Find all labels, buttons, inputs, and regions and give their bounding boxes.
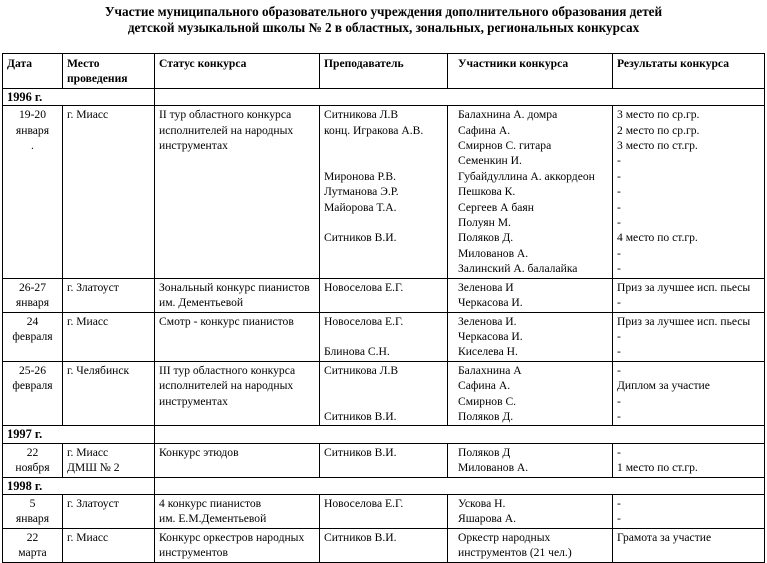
teacher-line: Лутманова Э.Р. — [324, 185, 399, 199]
date-line: ноября — [15, 461, 50, 475]
result-line: - — [617, 216, 621, 230]
date-line: февраля — [12, 329, 53, 343]
results-cell — [613, 312, 765, 361]
date-cell — [3, 106, 63, 278]
teacher-line: Блинова С.Н. — [324, 345, 390, 359]
title-line-1: Участие муниципального образовательного учреждения дополнительного образования детей — [104, 4, 663, 19]
year-spacer — [155, 477, 765, 494]
place-cell: г. Миасс — [63, 312, 155, 361]
results-cell — [613, 494, 765, 528]
participant-line: Зеленова И. — [458, 314, 517, 328]
result-line: 3 место по ср.гр. — [617, 108, 700, 122]
result-line: - — [617, 262, 621, 276]
place-line: ДМШ № 2 — [67, 461, 120, 475]
participants-cell — [448, 528, 613, 562]
status-cell: II тур областного конкурса исполнителей на народных инструментах — [155, 106, 320, 278]
result-line: - — [617, 496, 621, 510]
participant-line: Поляков Д. — [458, 409, 514, 423]
header-participants: Участники конкурса — [448, 54, 613, 89]
date-line: 26-27 — [18, 280, 47, 294]
date-line: 5 — [29, 496, 36, 510]
teacher-line — [324, 329, 443, 344]
participant-line: Смирнов С. гитара — [458, 139, 552, 153]
teacher-line: Новоселова Е.Г. — [324, 314, 404, 328]
result-line: Приз за лучшее исп. пьесы — [617, 280, 751, 294]
header-place-line-1: Место — [67, 57, 100, 70]
date-line: марта — [18, 546, 47, 560]
teacher-line: Ситников В.И. — [324, 231, 397, 245]
place-cell: г. Златоуст — [63, 278, 155, 312]
status-cell — [155, 528, 320, 562]
title-line-2: детской музыкальной школы № 2 в областных, зональных, региональных конкурсах — [127, 20, 640, 35]
year-label: 1997 г. — [3, 426, 155, 443]
teacher-line: конц. Игракова А.В. — [324, 123, 424, 137]
date-line: 25-26 — [18, 363, 47, 377]
teacher-line: Ситников В.И. — [324, 530, 397, 544]
date-line: . — [31, 139, 34, 153]
table-row — [3, 528, 765, 562]
teacher-cell — [320, 278, 448, 312]
result-line: - — [617, 200, 621, 214]
status-cell: III тур областного конкурса исполнителей на народных инструментах — [155, 361, 320, 426]
teacher-line: Новоселова Е.Г. — [324, 280, 404, 294]
status-line: Конкурс оркестров народных — [159, 530, 305, 544]
place-cell: г. Златоуст — [63, 494, 155, 528]
teacher-line: Ситников В.И. — [324, 445, 397, 459]
teacher-cell — [320, 494, 448, 528]
participant-line: Сафина А. — [458, 123, 511, 137]
teacher-cell — [320, 443, 448, 477]
status-line: 4 конкурс пианистов — [159, 496, 262, 510]
participant-line: Смирнов С. — [458, 394, 517, 408]
teacher-line: Ситникова Л.В — [324, 108, 399, 122]
results-cell — [613, 106, 765, 278]
header-results: Результаты конкурса — [613, 54, 765, 89]
participant-line: Оркестр народных — [458, 530, 551, 544]
result-line: - — [617, 329, 621, 343]
results-cell — [613, 361, 765, 426]
date-line: февраля — [12, 379, 53, 393]
teacher-cell — [320, 528, 448, 562]
status-cell: Зональный конкурс пианистов им. Дементьевой — [155, 278, 320, 312]
participants-cell — [448, 361, 613, 426]
place-cell: г. Миасс — [63, 106, 155, 278]
place-line: г. Миасс — [67, 445, 109, 459]
date-line: 22 — [26, 530, 39, 544]
participant-line: Милованов А. — [458, 461, 529, 475]
participant-line: Яшарова А. — [458, 512, 517, 526]
table-row — [3, 106, 765, 278]
table-row — [3, 361, 765, 426]
result-line: - — [617, 345, 621, 359]
participant-line: Киселева Н. — [458, 345, 518, 359]
participant-line: Балахнина А — [458, 363, 522, 377]
participants-cell — [448, 278, 613, 312]
date-line: 22 — [26, 445, 39, 459]
participant-line: Зеленова И — [458, 280, 514, 294]
participant-line: Милованов А. — [458, 246, 529, 260]
header-teacher: Преподаватель — [320, 54, 448, 89]
participant-line: инструментов (21 чел.) — [458, 546, 572, 560]
participants-cell — [448, 494, 613, 528]
year-label: 1998 г. — [3, 477, 155, 494]
teacher-line: Майорова Т.А. — [324, 200, 397, 214]
date-line: января — [15, 123, 50, 137]
status-cell: Конкурс этюдов — [155, 443, 320, 477]
participant-line: Поляков Д — [458, 445, 511, 459]
participant-line: Семенкин И. — [458, 154, 522, 168]
participant-line: Губайдуллина А. аккордеон — [458, 169, 595, 183]
date-line: 19-20 — [18, 108, 47, 122]
teacher-cell — [320, 312, 448, 361]
participant-line: Ускова Н. — [458, 496, 506, 510]
year-label: 1996 г. — [3, 88, 155, 105]
date-cell — [3, 528, 63, 562]
teacher-cell — [320, 361, 448, 426]
results-cell — [613, 443, 765, 477]
teacher-line — [324, 153, 443, 168]
date-line: января — [15, 512, 50, 526]
header-place-line-2: проведения — [67, 72, 128, 86]
result-line: - — [617, 154, 621, 168]
header-place — [63, 54, 155, 89]
teacher-line: Новоселова Е.Г. — [324, 496, 404, 510]
competitions-table — [2, 53, 765, 563]
table-row — [3, 278, 765, 312]
page-title — [0, 4, 767, 36]
header-row — [3, 54, 765, 89]
place-cell: г. Челябинск — [63, 361, 155, 426]
table-row — [3, 494, 765, 528]
date-cell — [3, 494, 63, 528]
teacher-line: Ситников В.И. — [324, 409, 397, 423]
date-cell — [3, 278, 63, 312]
result-line: Приз за лучшее исп. пьесы — [617, 314, 751, 328]
participant-line: Сафина А. — [458, 379, 511, 393]
teacher-line — [324, 378, 443, 393]
header-date: Дата — [3, 54, 63, 89]
participant-line: Залинский А. балалайка — [458, 262, 578, 276]
status-line: им. Е.М.Дементьевой — [159, 512, 267, 526]
teacher-line — [324, 394, 443, 409]
status-line: инструментов — [159, 546, 228, 560]
year-row-1996 — [3, 88, 765, 105]
date-line: января — [15, 296, 50, 310]
teacher-line — [324, 215, 443, 230]
teacher-line: Ситникова Л.В — [324, 363, 399, 377]
status-cell: Смотр - конкурс пианистов — [155, 312, 320, 361]
result-line: - — [617, 394, 621, 408]
result-line: - — [617, 246, 621, 260]
results-cell — [613, 528, 765, 562]
teacher-line — [324, 246, 443, 261]
table-row — [3, 443, 765, 477]
status-cell — [155, 494, 320, 528]
teacher-line — [324, 261, 443, 276]
teacher-cell — [320, 106, 448, 278]
date-cell — [3, 443, 63, 477]
participants-cell — [448, 443, 613, 477]
date-cell — [3, 312, 63, 361]
result-line: - — [617, 296, 621, 310]
result-line: - — [617, 185, 621, 199]
participant-line: Поляков Д. — [458, 231, 514, 245]
participant-line: Черкасова И. — [458, 296, 523, 310]
participant-line: Сергеев А баян — [458, 200, 534, 214]
result-line: Грамота за участие — [617, 530, 712, 544]
header-status: Статус конкурса — [155, 54, 320, 89]
result-line: - — [617, 169, 621, 183]
year-spacer — [155, 88, 765, 105]
place-cell: г. Миасс — [63, 528, 155, 562]
participant-line: Пешкова К. — [458, 185, 516, 199]
year-row-1997 — [3, 426, 765, 443]
participant-line: Черкасова И. — [458, 329, 523, 343]
teacher-line: Миронова Р.В. — [324, 169, 397, 183]
result-line: 1 место по ст.гр. — [617, 461, 698, 475]
year-row-1998 — [3, 477, 765, 494]
participant-line: Полуян М. — [458, 216, 511, 230]
table-row — [3, 312, 765, 361]
participant-line: Балахнина А. домра — [458, 108, 558, 122]
result-line: - — [617, 445, 621, 459]
place-cell — [63, 443, 155, 477]
result-line: - — [617, 409, 621, 423]
results-cell — [613, 278, 765, 312]
result-line: Диплом за участие — [617, 379, 710, 393]
participants-cell — [448, 106, 613, 278]
teacher-line — [324, 138, 443, 153]
result-line: 3 место по ст.гр. — [617, 139, 698, 153]
year-spacer — [155, 426, 765, 443]
result-line: - — [617, 363, 621, 377]
date-line: 24 — [26, 314, 39, 328]
result-line: - — [617, 512, 621, 526]
result-line: 2 место по ср.гр. — [617, 123, 700, 137]
result-line: 4 место по ст.гр. — [617, 231, 698, 245]
date-cell — [3, 361, 63, 426]
participants-cell — [448, 312, 613, 361]
